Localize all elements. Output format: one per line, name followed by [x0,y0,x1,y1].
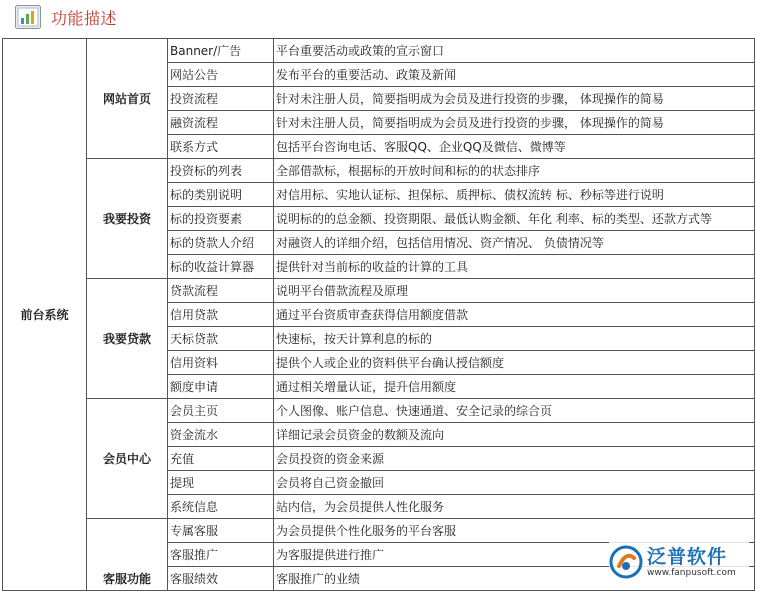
function-table [2,38,755,591]
module-cell: 会员中心 [87,399,168,519]
feature-cell: 资金流水 [168,423,274,447]
description-cell: 说明标的的总金额、投资期限、最低认购金额、年化 利率、标的类型、还款方式等 [274,207,755,231]
feature-cell: 融资流程 [168,111,274,135]
description-cell: 对融资人的详细介绍，包括信用情况、资产情况、 负债情况等 [274,231,755,255]
table-row [3,39,755,63]
feature-cell: 客服绩效 [168,567,274,591]
feature-cell: 天标贷款 [168,327,274,351]
feature-cell: 额度申请 [168,375,274,399]
feature-cell: 标的投资要素 [168,207,274,231]
feature-cell: 贷款流程 [168,279,274,303]
table-row [3,159,755,183]
description-cell: 会员将自己资金撤回 [274,471,755,495]
module-cell: 我要贷款 [87,279,168,399]
description-cell: 包括平台咨询电话、客服QQ、企业QQ及微信、微博等 [274,135,755,159]
module-cell: 网站首页 [87,39,168,159]
feature-cell: 标的收益计算器 [168,255,274,279]
section-header [15,4,117,30]
feature-cell: Banner/广告 [168,39,274,63]
table-row [3,519,755,543]
feature-cell: 网站公告 [168,63,274,87]
description-cell: 针对未注册人员，简要指明成为会员及进行投资的步骤， 体现操作的简易 [274,87,755,111]
feature-cell: 专属客服 [168,519,274,543]
description-cell: 发布平台的重要活动、政策及新闻 [274,63,755,87]
feature-cell: 标的类别说明 [168,183,274,207]
description-cell: 详细记录会员资金的数额及流向 [274,423,755,447]
description-cell: 通过平台资质审查获得信用额度借款 [274,303,755,327]
feature-cell: 标的贷款人介绍 [168,231,274,255]
module-cell: 客服功能 [87,519,168,591]
description-cell: 提供个人或企业的资料供平台确认授信额度 [274,351,755,375]
description-cell: 针对未注册人员，简要指明成为会员及进行投资的步骤， 体现操作的简易 [274,111,755,135]
watermark-url: www.fanpusoft.com [647,567,736,578]
description-cell: 提供针对当前标的收益的计算的工具 [274,255,755,279]
feature-cell: 信用贷款 [168,303,274,327]
module-cell: 我要投资 [87,159,168,279]
page-title: 功能描述 [51,8,118,28]
description-cell: 客服推广的业绩 [274,567,755,591]
feature-cell: 投资流程 [168,87,274,111]
feature-cell: 会员主页 [168,399,274,423]
table-row [3,399,755,423]
feature-cell: 提现 [168,471,274,495]
feature-cell: 投资标的列表 [168,159,274,183]
description-cell: 说明平台借款流程及原理 [274,279,755,303]
feature-cell: 充值 [168,447,274,471]
brand-logo-icon [609,545,643,579]
table-row [3,279,755,303]
description-cell: 快速标，按天计算利息的标的 [274,327,755,351]
system-cell: 前台系统 [3,39,87,591]
feature-cell: 信用资料 [168,351,274,375]
description-cell: 对信用标、实地认证标、担保标、质押标、债权流转 标、秒标等进行说明 [274,183,755,207]
description-cell: 全部借款标，根据标的开放时间和标的的状态排序 [274,159,755,183]
description-cell: 个人图像、账户信息、快速通道、安全记录的综合页 [274,399,755,423]
description-cell: 会员投资的资金来源 [274,447,755,471]
description-cell: 站内信，为会员提供人性化服务 [274,495,755,519]
description-cell: 平台重要活动或政策的宣示窗口 [274,39,755,63]
feature-cell: 客服推广 [168,543,274,567]
feature-cell: 系统信息 [168,495,274,519]
chart-icon [15,5,41,29]
description-cell: 为会员提供个性化服务的平台客服 [274,519,755,543]
watermark [609,540,749,584]
feature-cell: 联系方式 [168,135,274,159]
description-cell: 通过相关增量认证，提升信用额度 [274,375,755,399]
description-cell: 为客服提供进行推广 [274,543,755,567]
watermark-brand: 泛普软件 [647,545,728,568]
